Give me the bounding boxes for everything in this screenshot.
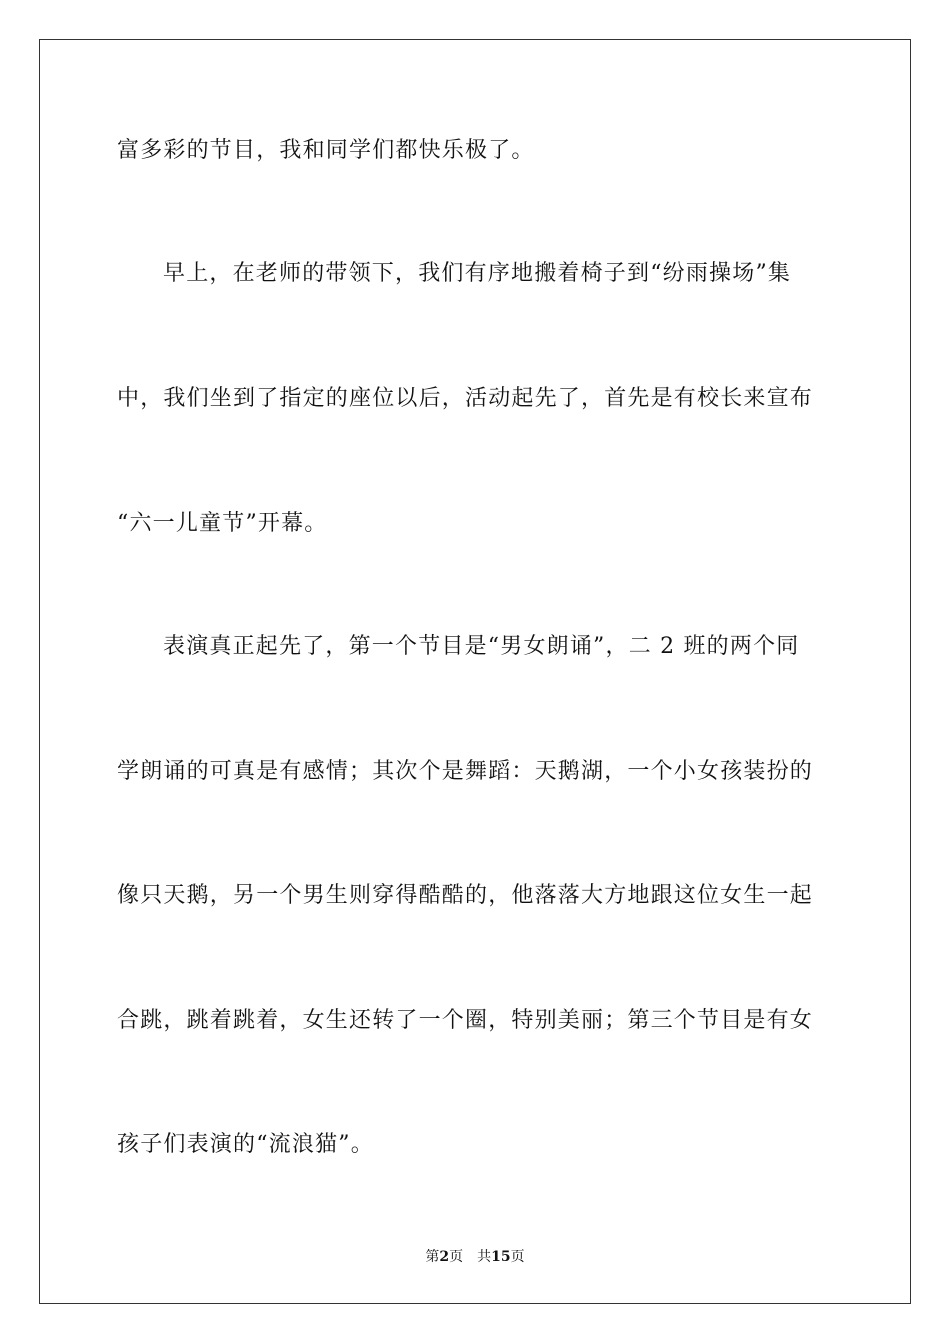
page-number: 2: [439, 1249, 450, 1265]
total-pages: 15: [491, 1249, 511, 1265]
paragraph-line-8: 合跳，跳着跳着，女生还转了一个圈，特别美丽；第三个节目是有女: [117, 1008, 814, 1033]
paragraph-line-2: 早上，在老师的带领下，我们有序地搬着椅子到“纷雨操场”集: [163, 261, 792, 286]
total-suffix: 页: [510, 1249, 525, 1265]
page-footer: [0, 1247, 950, 1267]
paragraph-line-7: 像只天鹅，另一个男生则穿得酷酷的，他落落大方地跟这位女生一起: [117, 883, 814, 908]
paragraph-line-1: 富多彩的节目，我和同学们都快乐极了。: [117, 138, 535, 163]
total-prefix: 共: [477, 1249, 492, 1265]
paragraph-line-6: 学朗诵的可真是有感情；其次个是舞蹈：天鹅湖，一个小女孩装扮的: [117, 759, 814, 784]
page-border: [39, 39, 911, 1304]
paragraph-line-9: 孩子们表演的“流浪猫”。: [117, 1132, 374, 1157]
page-suffix: 页: [449, 1249, 464, 1265]
page-prefix: 第: [425, 1249, 440, 1265]
paragraph-line-3: 中，我们坐到了指定的座位以后，活动起先了，首先是有校长来宣布: [117, 386, 814, 411]
paragraph-line-5: 表演真正起先了，第一个节目是“男女朗诵”，二 2 班的两个同: [163, 634, 800, 659]
paragraph-line-4: “六一儿童节”开幕。: [117, 511, 328, 536]
